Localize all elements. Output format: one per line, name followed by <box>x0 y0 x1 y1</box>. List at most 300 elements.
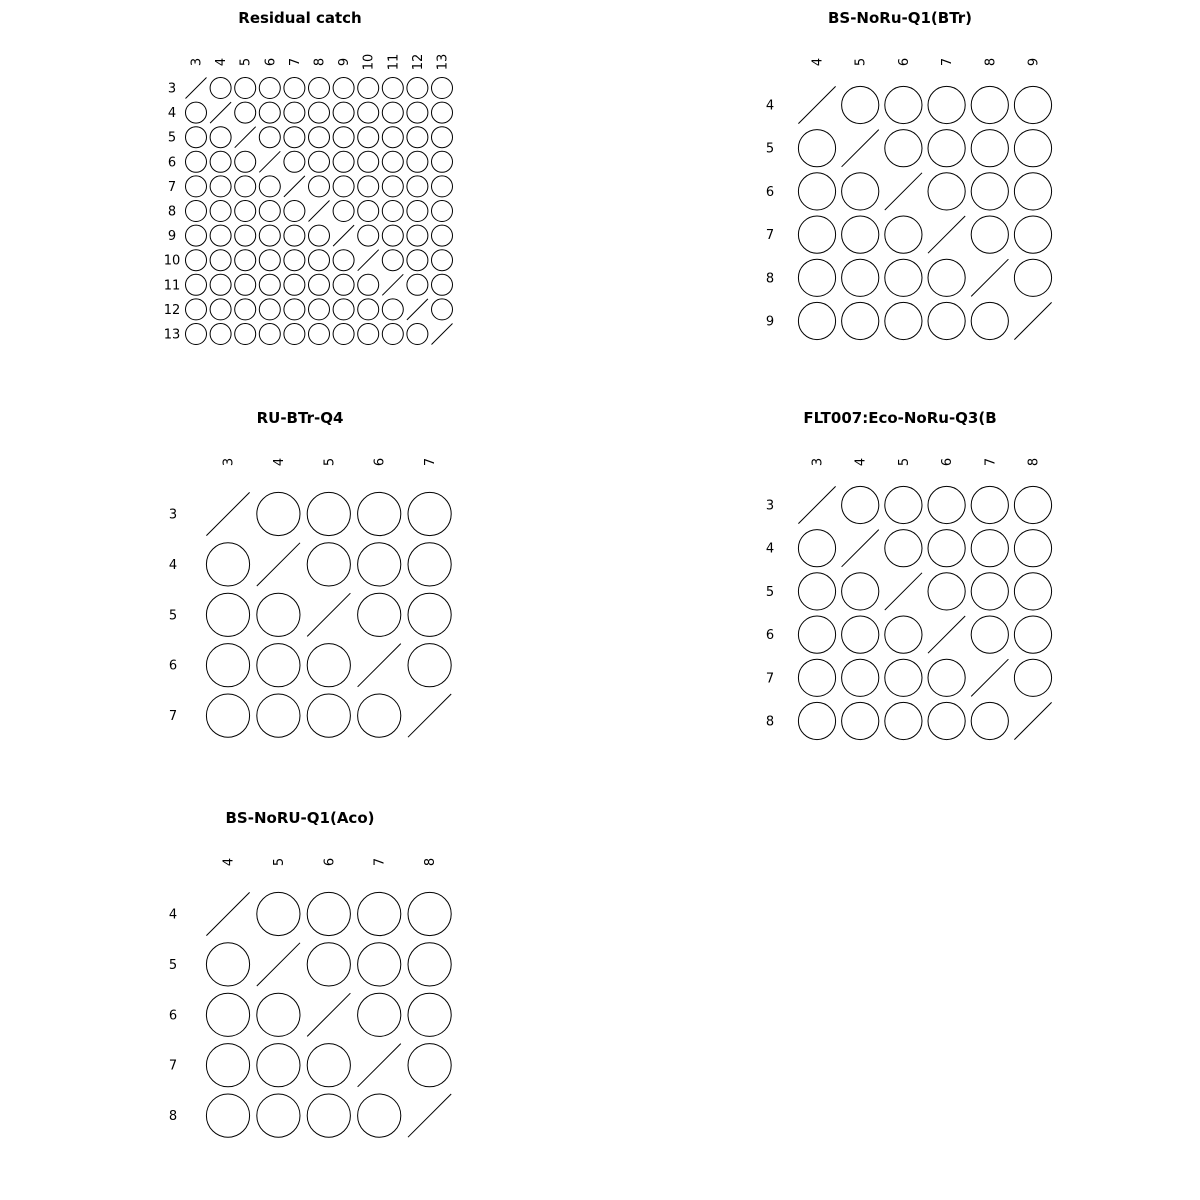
row-tick-label: 9 <box>167 229 177 245</box>
column-tick-label: 5 <box>322 457 338 467</box>
correlation-circle-mark <box>284 127 305 148</box>
correlation-circle-mark <box>407 274 428 295</box>
matrix-panel <box>169 409 451 737</box>
column-tick-label: 4 <box>853 457 869 467</box>
correlation-circle-mark <box>842 173 879 210</box>
correlation-circle-mark <box>885 486 922 523</box>
column-tick-label: 7 <box>372 857 388 867</box>
correlation-circle-mark <box>382 324 403 345</box>
correlation-circle-mark <box>382 151 403 172</box>
column-tick-label: 10 <box>361 53 377 71</box>
row-tick-label: 4 <box>167 106 177 122</box>
correlation-circle-mark <box>210 225 231 246</box>
correlation-circle-mark <box>407 201 428 222</box>
correlation-circle-mark <box>432 274 453 295</box>
column-tick-label: 13 <box>435 53 451 71</box>
correlation-circle-mark <box>210 324 231 345</box>
row-tick-label: 5 <box>167 130 177 146</box>
correlation-circle-mark <box>333 201 354 222</box>
correlation-circle-mark <box>333 299 354 320</box>
correlation-circle-mark <box>928 173 965 210</box>
correlation-circle-mark <box>1014 486 1051 523</box>
correlation-circle-mark <box>307 543 350 586</box>
column-tick-label: 7 <box>287 57 303 67</box>
correlation-circle-mark <box>885 216 922 253</box>
row-tick-label: 3 <box>168 507 178 523</box>
diagonal-line-mark <box>1014 702 1051 739</box>
row-tick-label: 4 <box>168 557 178 573</box>
row-tick-label: 4 <box>765 98 775 114</box>
correlation-circle-mark <box>333 102 354 123</box>
correlation-circle-mark <box>186 102 207 123</box>
correlation-circle-mark <box>358 274 379 295</box>
correlation-circle-mark <box>259 127 280 148</box>
correlation-circle-mark <box>798 259 835 296</box>
correlation-circle-mark <box>407 324 428 345</box>
correlation-circle-mark <box>928 659 965 696</box>
correlation-circle-mark <box>358 225 379 246</box>
correlation-circle-mark <box>257 993 300 1036</box>
correlation-circle-mark <box>798 702 835 739</box>
correlation-circle-mark <box>358 201 379 222</box>
correlation-circle-mark <box>235 324 256 345</box>
column-tick-label: 6 <box>896 57 912 67</box>
correlation-circle-mark <box>210 299 231 320</box>
correlation-circle-mark <box>333 324 354 345</box>
row-tick-label: 7 <box>168 1058 178 1074</box>
correlation-circle-mark <box>307 492 350 535</box>
correlation-circle-mark <box>842 702 879 739</box>
correlation-circle-mark <box>358 543 401 586</box>
row-tick-label: 10 <box>163 253 181 269</box>
correlation-circle-mark <box>210 274 231 295</box>
row-tick-label: 7 <box>765 228 775 244</box>
diagonal-line-mark <box>1014 302 1051 339</box>
diagonal-line-mark <box>358 250 379 271</box>
diagonal-line-mark <box>928 616 965 653</box>
correlation-circle-mark <box>798 173 835 210</box>
correlation-circle-mark <box>307 694 350 737</box>
correlation-circle-mark <box>206 694 249 737</box>
row-tick-label: 12 <box>163 302 181 318</box>
row-tick-label: 5 <box>168 608 178 624</box>
correlation-circle-mark <box>1014 216 1051 253</box>
correlation-circle-mark <box>407 127 428 148</box>
correlation-circle-mark <box>284 201 305 222</box>
diagonal-line-mark <box>309 201 330 222</box>
correlation-circle-mark <box>798 302 835 339</box>
diagonal-line-mark <box>382 274 403 295</box>
correlation-circle-mark <box>358 78 379 99</box>
correlation-circle-mark <box>259 201 280 222</box>
correlation-circle-mark <box>284 225 305 246</box>
correlation-circle-mark <box>928 302 965 339</box>
correlation-circle-mark <box>358 102 379 123</box>
correlation-circle-mark <box>259 176 280 197</box>
correlation-circle-mark <box>885 702 922 739</box>
correlation-circle-mark <box>307 892 350 935</box>
correlation-circle-mark <box>235 201 256 222</box>
correlation-circle-mark <box>186 151 207 172</box>
correlation-circle-mark <box>257 694 300 737</box>
correlation-circle-mark <box>284 299 305 320</box>
correlation-circle-mark <box>358 892 401 935</box>
diagonal-line-mark <box>407 299 428 320</box>
panel-title: FLT007:Eco-NoRu-Q3(B <box>803 409 997 427</box>
correlation-circle-mark <box>284 274 305 295</box>
correlation-circle-mark <box>309 176 330 197</box>
correlation-circle-mark <box>1014 573 1051 610</box>
correlation-circle-mark <box>842 616 879 653</box>
correlation-circle-mark <box>235 176 256 197</box>
correlation-circle-mark <box>971 486 1008 523</box>
correlation-circle-mark <box>186 225 207 246</box>
diagonal-line-mark <box>798 486 835 523</box>
diagonal-line-mark <box>928 216 965 253</box>
correlation-circle-mark <box>333 127 354 148</box>
correlation-circle-mark <box>1014 659 1051 696</box>
correlation-circle-mark <box>432 299 453 320</box>
column-tick-label: 6 <box>372 457 388 467</box>
row-tick-label: 13 <box>163 327 181 343</box>
correlation-circle-mark <box>206 1094 249 1137</box>
row-tick-label: 7 <box>765 671 775 687</box>
correlation-circle-mark <box>284 151 305 172</box>
column-tick-label: 7 <box>940 57 956 67</box>
correlation-circle-mark <box>407 102 428 123</box>
correlation-circle-mark <box>235 225 256 246</box>
diagonal-line-mark <box>408 694 451 737</box>
correlation-circle-mark <box>382 225 403 246</box>
correlation-circle-mark <box>408 492 451 535</box>
column-tick-label: 5 <box>896 457 912 467</box>
correlation-circle-mark <box>798 530 835 567</box>
row-tick-label: 8 <box>765 714 775 730</box>
diagonal-line-mark <box>186 78 207 99</box>
correlation-circle-mark <box>842 486 879 523</box>
correlation-circle-mark <box>257 892 300 935</box>
correlation-circle-mark <box>307 644 350 687</box>
diagonal-line-mark <box>358 644 401 687</box>
correlation-circle-mark <box>407 78 428 99</box>
correlation-circle-mark <box>408 993 451 1036</box>
correlation-circle-mark <box>307 1094 350 1137</box>
diagonal-line-mark <box>307 993 350 1036</box>
correlation-circle-mark <box>382 250 403 271</box>
correlation-circle-mark <box>259 274 280 295</box>
correlation-circle-mark <box>284 250 305 271</box>
column-tick-label: 4 <box>810 57 826 67</box>
column-tick-label: 8 <box>983 57 999 67</box>
correlation-circle-mark <box>885 302 922 339</box>
column-tick-label: 4 <box>221 857 237 867</box>
correlation-circle-mark <box>798 659 835 696</box>
correlation-circle-mark <box>432 250 453 271</box>
correlation-circle-mark <box>358 593 401 636</box>
correlation-circle-mark <box>210 250 231 271</box>
diagonal-line-mark <box>259 151 280 172</box>
correlation-circle-mark <box>798 216 835 253</box>
correlation-circle-mark <box>407 225 428 246</box>
diagonal-line-mark <box>842 130 879 167</box>
correlation-circle-mark <box>206 943 249 986</box>
row-tick-label: 6 <box>167 155 177 171</box>
correlation-circle-mark <box>971 573 1008 610</box>
correlation-circle-mark <box>407 176 428 197</box>
panel-title: Residual catch <box>238 9 362 27</box>
correlation-circle-mark <box>186 324 207 345</box>
row-tick-label: 7 <box>167 179 177 195</box>
correlation-circle-mark <box>210 127 231 148</box>
row-tick-label: 6 <box>168 1008 178 1024</box>
diagonal-line-mark <box>432 324 453 345</box>
correlation-circle-mark <box>358 176 379 197</box>
matrix-panel <box>164 9 453 345</box>
column-tick-label: 8 <box>1026 457 1042 467</box>
correlation-circle-mark <box>186 176 207 197</box>
correlation-circle-mark <box>235 102 256 123</box>
row-tick-label: 11 <box>163 278 181 294</box>
diagonal-line-mark <box>798 86 835 123</box>
row-tick-label: 3 <box>167 81 177 97</box>
correlation-circle-mark <box>1014 259 1051 296</box>
correlation-circle-mark <box>358 1094 401 1137</box>
correlation-circle-mark <box>842 659 879 696</box>
correlation-circle-mark <box>842 302 879 339</box>
correlation-circle-mark <box>971 216 1008 253</box>
column-tick-label: 4 <box>214 57 230 67</box>
correlation-circle-mark <box>235 78 256 99</box>
correlation-circle-mark <box>432 78 453 99</box>
matrix-panel <box>766 409 1052 740</box>
column-tick-label: 5 <box>238 57 254 67</box>
correlation-circle-mark <box>842 259 879 296</box>
correlation-circle-mark <box>885 130 922 167</box>
row-tick-label: 4 <box>168 907 178 923</box>
correlation-circle-mark <box>333 151 354 172</box>
correlation-circle-mark <box>206 1044 249 1087</box>
column-tick-label: 6 <box>322 857 338 867</box>
correlation-circle-mark <box>358 324 379 345</box>
correlation-circle-mark <box>842 216 879 253</box>
correlation-circle-mark <box>971 616 1008 653</box>
diagonal-line-mark <box>842 530 879 567</box>
panel-title: BS-NoRU-Q1(Aco) <box>225 809 375 827</box>
correlation-circle-mark <box>798 573 835 610</box>
correlation-circle-mark <box>210 201 231 222</box>
row-tick-label: 6 <box>765 628 775 644</box>
diagonal-line-mark <box>971 259 1008 296</box>
correlation-circle-mark <box>1014 130 1051 167</box>
correlation-circle-mark <box>309 151 330 172</box>
correlation-circle-mark <box>186 250 207 271</box>
row-tick-label: 4 <box>765 541 775 557</box>
correlation-circle-mark <box>257 593 300 636</box>
correlation-circle-mark <box>432 151 453 172</box>
correlation-circle-mark <box>284 78 305 99</box>
correlation-circle-mark <box>382 176 403 197</box>
correlation-circle-mark <box>358 694 401 737</box>
correlation-circle-mark <box>382 201 403 222</box>
correlation-circle-mark <box>307 1044 350 1087</box>
correlation-circle-mark <box>408 543 451 586</box>
diagonal-line-mark <box>210 102 231 123</box>
correlation-circle-mark <box>1014 173 1051 210</box>
diagonal-line-mark <box>235 127 256 148</box>
correlation-circle-mark <box>928 86 965 123</box>
correlation-circle-mark <box>928 486 965 523</box>
row-tick-label: 8 <box>765 271 775 287</box>
correlation-circle-mark <box>257 492 300 535</box>
row-tick-label: 6 <box>168 658 178 674</box>
matrix-panel <box>766 9 1052 340</box>
matrix-panel <box>169 809 451 1137</box>
correlation-circle-mark <box>284 102 305 123</box>
correlation-circle-mark <box>358 299 379 320</box>
diagonal-line-mark <box>885 173 922 210</box>
correlation-circle-mark <box>842 573 879 610</box>
correlation-circle-mark <box>257 1094 300 1137</box>
correlation-circle-mark <box>206 593 249 636</box>
correlation-circle-mark <box>206 644 249 687</box>
correlation-circle-mark <box>206 543 249 586</box>
correlation-circle-mark <box>432 225 453 246</box>
diagonal-line-mark <box>408 1094 451 1137</box>
correlation-circle-mark <box>407 151 428 172</box>
diagonal-line-mark <box>284 176 305 197</box>
column-tick-label: 8 <box>312 57 328 67</box>
correlation-circle-mark <box>1014 86 1051 123</box>
correlation-circle-mark <box>885 86 922 123</box>
correlation-circle-mark <box>309 78 330 99</box>
correlation-circle-mark <box>928 530 965 567</box>
correlation-circle-mark <box>309 274 330 295</box>
correlation-circle-mark <box>257 1044 300 1087</box>
column-tick-label: 4 <box>271 457 287 467</box>
correlation-circle-mark <box>407 250 428 271</box>
correlation-circle-mark <box>333 274 354 295</box>
correlation-circle-mark <box>210 151 231 172</box>
correlation-circle-mark <box>408 1044 451 1087</box>
correlation-circle-mark <box>432 201 453 222</box>
correlation-circle-mark <box>432 176 453 197</box>
correlation-circle-mark <box>842 86 879 123</box>
row-tick-label: 8 <box>168 1109 178 1125</box>
row-tick-label: 5 <box>765 141 775 157</box>
correlation-circle-mark <box>928 702 965 739</box>
correlation-circle-mark <box>333 250 354 271</box>
correlation-circle-mark <box>259 250 280 271</box>
correlation-circle-mark <box>408 593 451 636</box>
correlation-circle-mark <box>885 530 922 567</box>
column-tick-label: 3 <box>189 57 205 67</box>
correlation-circle-mark <box>408 644 451 687</box>
correlation-circle-mark <box>309 127 330 148</box>
correlation-circle-mark <box>432 102 453 123</box>
column-tick-label: 3 <box>810 457 826 467</box>
diagonal-line-mark <box>885 573 922 610</box>
correlation-circle-mark <box>259 299 280 320</box>
column-tick-label: 6 <box>263 57 279 67</box>
diagonal-line-mark <box>971 659 1008 696</box>
diagonal-line-mark <box>206 892 249 935</box>
correlation-circle-mark <box>235 299 256 320</box>
diagonal-line-mark <box>307 593 350 636</box>
correlation-circle-mark <box>307 943 350 986</box>
correlation-circle-mark <box>186 201 207 222</box>
correlation-circle-mark <box>928 573 965 610</box>
diagonal-line-mark <box>257 543 300 586</box>
correlation-circle-mark <box>309 250 330 271</box>
column-tick-label: 9 <box>1026 57 1042 67</box>
column-tick-label: 3 <box>221 457 237 467</box>
diagonal-line-mark <box>358 1044 401 1087</box>
column-tick-label: 7 <box>983 457 999 467</box>
correlation-circle-mark <box>210 176 231 197</box>
correlation-circle-mark <box>333 78 354 99</box>
correlation-circle-mark <box>257 644 300 687</box>
correlation-circle-mark <box>259 78 280 99</box>
column-tick-label: 5 <box>271 857 287 867</box>
correlation-circle-mark <box>798 616 835 653</box>
correlation-circle-mark <box>309 324 330 345</box>
correlation-circle-mark <box>309 299 330 320</box>
correlation-circle-mark <box>284 324 305 345</box>
correlation-circle-mark <box>333 176 354 197</box>
correlation-circle-mark <box>971 302 1008 339</box>
column-tick-label: 12 <box>410 53 426 71</box>
row-tick-label: 7 <box>168 709 178 725</box>
correlation-circle-mark <box>210 78 231 99</box>
column-tick-label: 9 <box>337 57 353 67</box>
correlation-circle-mark <box>928 259 965 296</box>
column-tick-label: 8 <box>423 857 439 867</box>
correlation-circle-mark <box>358 993 401 1036</box>
correlation-circle-mark <box>885 659 922 696</box>
column-tick-label: 11 <box>386 53 402 71</box>
correlation-circle-mark <box>1014 530 1051 567</box>
correlation-circle-mark <box>971 530 1008 567</box>
column-tick-label: 6 <box>940 457 956 467</box>
correlation-circle-mark <box>382 78 403 99</box>
correlation-circle-mark <box>928 130 965 167</box>
diagonal-line-mark <box>333 225 354 246</box>
correlation-circle-mark <box>382 102 403 123</box>
correlation-circle-mark <box>309 225 330 246</box>
diagonal-line-mark <box>206 492 249 535</box>
correlation-circle-mark <box>259 324 280 345</box>
panel-title: RU-BTr-Q4 <box>256 409 344 427</box>
correlation-circle-mark <box>971 86 1008 123</box>
column-tick-label: 5 <box>853 57 869 67</box>
correlation-circle-mark <box>309 102 330 123</box>
correlation-circle-mark <box>382 299 403 320</box>
diagonal-line-mark <box>257 943 300 986</box>
correlation-circle-mark <box>1014 616 1051 653</box>
correlation-circle-mark <box>186 299 207 320</box>
correlation-circle-mark <box>235 151 256 172</box>
correlation-circle-mark <box>186 274 207 295</box>
correlation-circle-mark <box>259 102 280 123</box>
correlation-circle-mark <box>259 225 280 246</box>
correlation-circle-mark <box>885 616 922 653</box>
correlation-circle-mark <box>798 130 835 167</box>
correlation-circle-mark <box>358 151 379 172</box>
correlation-circle-mark <box>206 993 249 1036</box>
correlation-circle-mark <box>358 943 401 986</box>
row-tick-label: 5 <box>168 957 178 973</box>
correlation-circle-mark <box>885 259 922 296</box>
